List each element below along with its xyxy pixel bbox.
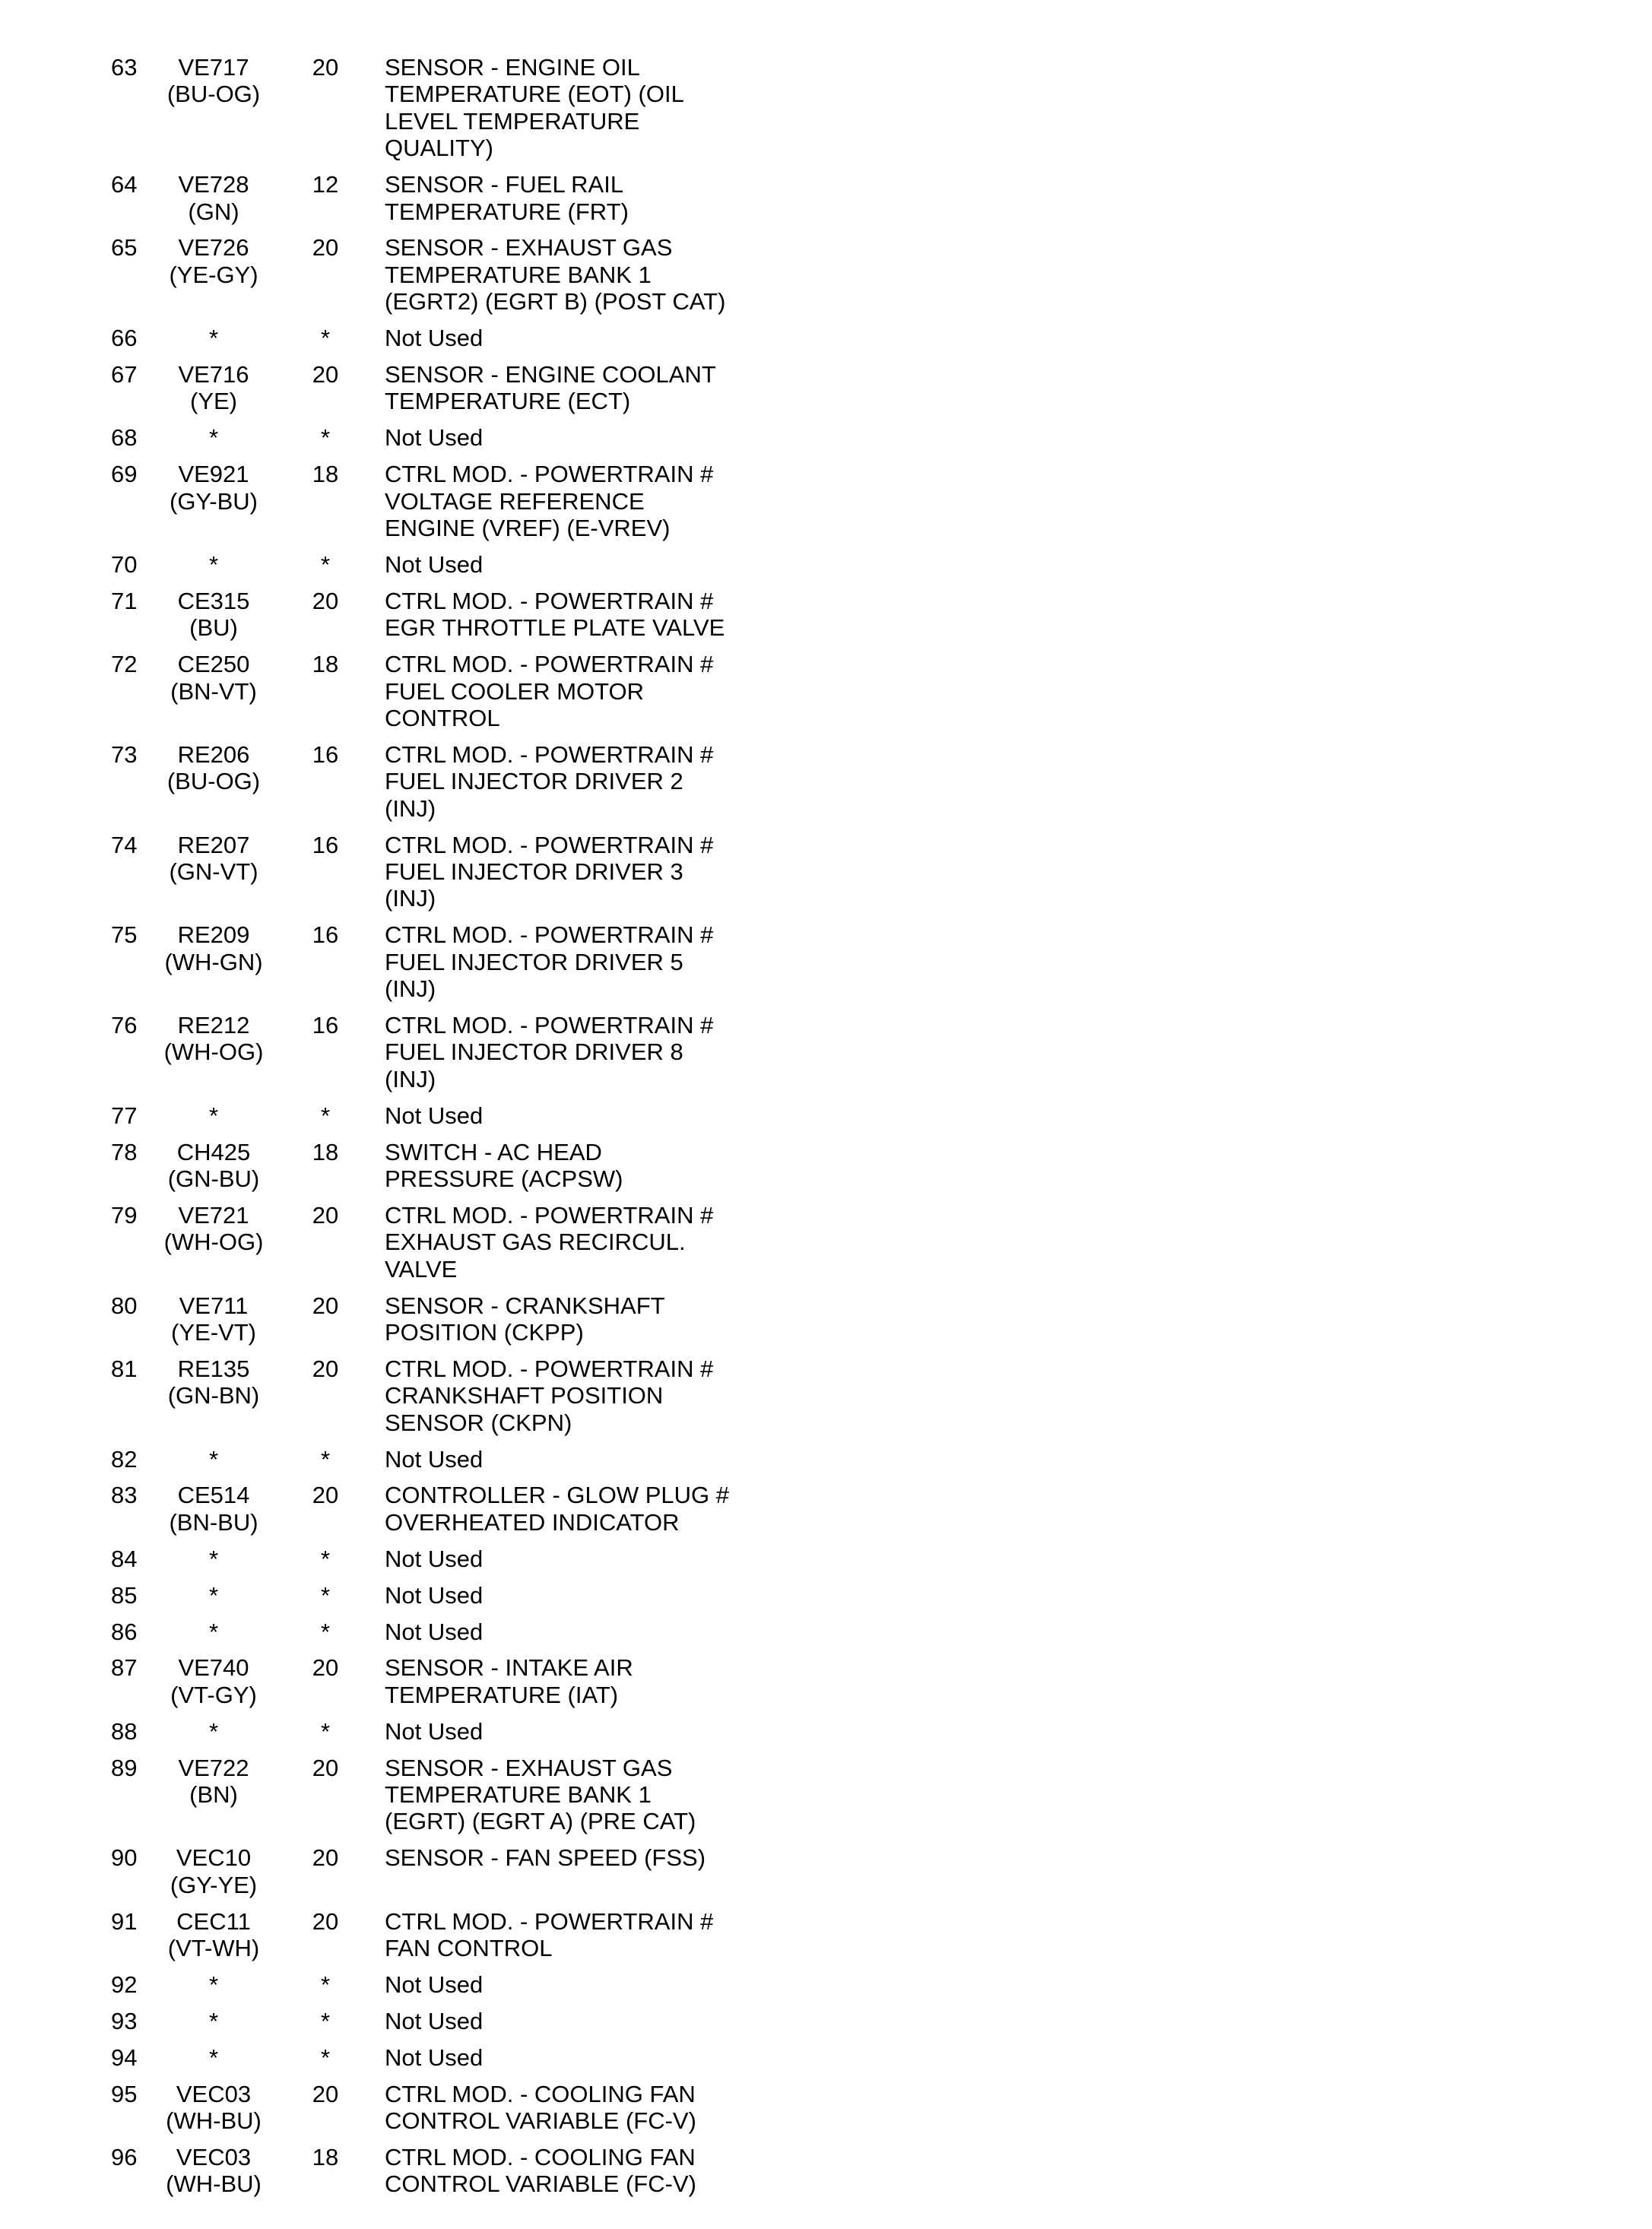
wire-gauge: 20 [312, 361, 339, 388]
pin-number: 65 [111, 234, 138, 262]
function-line: SENSOR - FUEL RAIL [385, 171, 624, 198]
circuit-cell [149, 1582, 278, 1609]
pin-number: 94 [111, 2044, 138, 2071]
circuit-cell [149, 651, 278, 705]
circuit-function [385, 741, 810, 822]
circuit-cell [149, 832, 278, 886]
wire-color: (BU-OG) [166, 768, 261, 795]
circuit-id: * [208, 424, 219, 452]
wire-color: (YE) [190, 388, 237, 415]
function-line: CTRL MOD. - POWERTRAIN # [385, 1355, 714, 1382]
table-row [0, 2044, 912, 2071]
wire-gauge: 20 [312, 2080, 339, 2107]
function-line: OVERHEATED INDICATOR [385, 1508, 680, 1536]
function-line: VOLTAGE REFERENCE [385, 487, 645, 515]
table-row [0, 551, 912, 578]
wire-color: (VT-WH) [167, 1935, 260, 1961]
wire-color: (YE-GY) [169, 261, 258, 288]
circuit-id: * [208, 1717, 219, 1745]
wire-gauge: 18 [312, 461, 339, 488]
wire-gauge: 16 [312, 740, 339, 768]
wire-color: (WH-BU) [166, 2170, 262, 2198]
wire-color: (WH-BU) [166, 2107, 262, 2134]
function-line: LEVEL TEMPERATURE [385, 107, 640, 135]
circuit-function [385, 1012, 810, 1092]
circuit-id: * [208, 1545, 219, 1572]
pin-number: 93 [111, 2007, 138, 2034]
circuit-function [385, 424, 810, 451]
circuit-id: VE740 [178, 1654, 249, 1682]
pin-number: 96 [111, 2143, 138, 2170]
wire-color: (YE-VT) [171, 1318, 256, 1346]
circuit-function [385, 2044, 810, 2071]
wire-color: (VT-GY) [170, 1681, 257, 1708]
pin-number: 88 [111, 1717, 138, 1745]
function-line: (INJ) [385, 975, 436, 1002]
function-line: Not Used [385, 2007, 484, 2034]
circuit-id: VEC03 [176, 2080, 252, 2107]
pin-number: 74 [111, 831, 138, 858]
circuit-cell [149, 361, 278, 415]
function-line: CTRL MOD. - POWERTRAIN # [385, 921, 714, 949]
circuit-function [385, 1202, 810, 1283]
circuit-id: * [208, 550, 219, 578]
function-line: VALVE [385, 1255, 458, 1283]
pin-number: 72 [111, 651, 138, 678]
circuit-id: RE212 [177, 1011, 250, 1038]
function-line: TEMPERATURE BANK 1 [385, 261, 652, 288]
circuit-id: CH425 [176, 1138, 251, 1165]
circuit-cell [149, 551, 278, 578]
function-line: SENSOR - INTAKE AIR [385, 1654, 633, 1682]
table-row [0, 1355, 912, 1436]
pin-number: 90 [111, 1844, 138, 1872]
circuit-function [385, 1844, 810, 1871]
circuit-cell [149, 1844, 278, 1898]
circuit-function [385, 1102, 810, 1129]
wire-gauge: 16 [312, 921, 339, 949]
circuit-id: * [208, 325, 219, 352]
function-line: CONTROL VARIABLE (FC-V) [385, 2170, 696, 2198]
circuit-id: CEC11 [176, 1907, 251, 1935]
wire-gauge: 12 [312, 171, 339, 198]
function-line: SENSOR - CRANKSHAFT [385, 1292, 665, 1319]
wire-gauge: 18 [312, 651, 339, 678]
circuit-id: CE514 [177, 1482, 250, 1509]
table-row [0, 424, 912, 451]
function-line: SENSOR (CKPN) [385, 1409, 572, 1436]
function-line: CTRL MOD. - COOLING FAN [385, 2143, 696, 2170]
table-row [0, 1718, 912, 1745]
wire-gauge: 20 [312, 1754, 339, 1781]
table-row [0, 1971, 912, 1998]
pin-number: 81 [111, 1355, 138, 1382]
function-line: CTRL MOD. - POWERTRAIN # [385, 740, 714, 768]
pin-number: 66 [111, 325, 138, 352]
circuit-id: RE207 [177, 831, 250, 858]
wire-color: (WH-GN) [164, 948, 263, 975]
circuit-function [385, 588, 810, 642]
circuit-id: * [208, 2044, 219, 2071]
function-line: SENSOR - EXHAUST GAS [385, 234, 673, 262]
circuit-cell [149, 1971, 278, 1998]
wire-gauge: * [320, 1545, 331, 1572]
circuit-function [385, 2008, 810, 2034]
wire-color: (GN-BN) [167, 1382, 260, 1409]
function-line: Not Used [385, 1717, 484, 1745]
function-line: Not Used [385, 1102, 484, 1129]
table-row [0, 1102, 912, 1129]
circuit-id: VE721 [178, 1201, 249, 1229]
circuit-id: * [208, 1445, 219, 1473]
circuit-id: VE921 [178, 461, 249, 488]
circuit-id: RE135 [177, 1355, 250, 1382]
function-line: CTRL MOD. - POWERTRAIN # [385, 651, 714, 678]
wire-gauge: * [320, 325, 331, 352]
function-line: SENSOR - FAN SPEED (FSS) [385, 1844, 706, 1872]
function-line: FUEL INJECTOR DRIVER 2 [385, 768, 683, 795]
circuit-cell [149, 2144, 278, 2198]
wire-gauge: 20 [312, 1482, 339, 1509]
wire-gauge: 18 [312, 2143, 339, 2170]
function-line: SENSOR - ENGINE COOLANT [385, 361, 716, 388]
table-row [0, 1012, 912, 1092]
function-line: TEMPERATURE BANK 1 [385, 1781, 652, 1808]
function-line: (EGRT2) (EGRT B) (POST CAT) [385, 288, 726, 315]
circuit-function [385, 551, 810, 578]
function-line: CTRL MOD. - POWERTRAIN # [385, 831, 714, 858]
circuit-id: * [208, 1102, 219, 1129]
circuit-id: VEC03 [176, 2143, 252, 2170]
pin-number: 73 [111, 740, 138, 768]
circuit-cell [149, 1619, 278, 1645]
table-row [0, 2081, 912, 2135]
circuit-function [385, 1546, 810, 1572]
pin-number: 64 [111, 171, 138, 198]
function-line: (INJ) [385, 885, 436, 912]
circuit-cell [149, 921, 278, 975]
circuit-id: * [208, 2007, 219, 2034]
pin-number: 87 [111, 1654, 138, 1682]
function-line: Not Used [385, 1971, 484, 1998]
wire-gauge: 20 [312, 1201, 339, 1229]
circuit-function [385, 234, 810, 315]
circuit-cell [149, 1908, 278, 1962]
wire-gauge: 20 [312, 1292, 339, 1319]
wire-gauge: * [320, 1581, 331, 1609]
circuit-cell [149, 1102, 278, 1129]
function-line: TEMPERATURE (EOT) (OIL [385, 81, 684, 108]
pin-number: 86 [111, 1618, 138, 1645]
wire-gauge: * [320, 1102, 331, 1129]
circuit-function [385, 1654, 810, 1708]
wire-gauge: 20 [312, 1907, 339, 1935]
wire-color: (GN) [188, 198, 239, 225]
wire-color: (BU-OG) [166, 81, 261, 108]
function-line: CRANKSHAFT POSITION [385, 1382, 664, 1409]
function-line: PRESSURE (ACPSW) [385, 1165, 623, 1192]
circuit-function [385, 832, 810, 912]
wire-gauge: 20 [312, 1355, 339, 1382]
table-row [0, 1292, 912, 1346]
table-row [0, 921, 912, 1002]
circuit-function [385, 1355, 810, 1436]
table-row [0, 1139, 912, 1193]
table-row [0, 1446, 912, 1473]
function-line: FUEL COOLER MOTOR [385, 677, 645, 705]
wire-gauge: 20 [312, 234, 339, 262]
circuit-id: RE209 [177, 921, 250, 949]
pin-number: 78 [111, 1138, 138, 1165]
pin-number: 67 [111, 361, 138, 388]
wire-color: (BN-VT) [170, 677, 257, 705]
wire-gauge: * [320, 550, 331, 578]
circuit-cell [149, 1654, 278, 1708]
table-row [0, 1844, 912, 1898]
circuit-cell [149, 54, 278, 108]
wire-color: (WH-OG) [163, 1229, 264, 1256]
function-line: CONTROL VARIABLE (FC-V) [385, 2107, 696, 2134]
circuit-id: * [208, 1618, 219, 1645]
table-row [0, 1619, 912, 1645]
circuit-cell [149, 1755, 278, 1809]
function-line: CTRL MOD. - COOLING FAN [385, 2080, 696, 2107]
wire-gauge: 20 [312, 1844, 339, 1872]
circuit-id: VE726 [178, 234, 249, 262]
circuit-cell [149, 1202, 278, 1256]
wire-gauge: * [320, 1971, 331, 1998]
circuit-cell [149, 1546, 278, 1572]
circuit-cell [149, 461, 278, 515]
wire-color: (BN-BU) [169, 1508, 258, 1536]
function-line: TEMPERATURE (FRT) [385, 198, 629, 225]
function-line: FUEL INJECTOR DRIVER 3 [385, 858, 683, 885]
function-line: EGR THROTTLE PLATE VALVE [385, 614, 725, 642]
circuit-function [385, 54, 810, 162]
function-line: TEMPERATURE (IAT) [385, 1681, 619, 1708]
function-line: CTRL MOD. - POWERTRAIN # [385, 1907, 714, 1935]
function-line: (EGRT) (EGRT A) (PRE CAT) [385, 1808, 696, 1835]
circuit-cell [149, 1012, 278, 1066]
wire-gauge: 16 [312, 831, 339, 858]
function-line: Not Used [385, 424, 484, 452]
function-line: CTRL MOD. - POWERTRAIN # [385, 1201, 714, 1229]
circuit-cell [149, 741, 278, 795]
wire-gauge: * [320, 2007, 331, 2034]
function-line: QUALITY) [385, 135, 493, 162]
function-line: SWITCH - AC HEAD [385, 1138, 602, 1165]
table-row [0, 1654, 912, 1708]
wire-color: (BU) [189, 614, 238, 642]
wire-color: (GY-BU) [170, 487, 258, 515]
circuit-function [385, 1619, 810, 1645]
table-row [0, 1582, 912, 1609]
circuit-cell [149, 1718, 278, 1745]
function-line: Not Used [385, 1581, 484, 1609]
circuit-cell [149, 588, 278, 642]
function-line: CONTROL [385, 704, 500, 731]
function-line: SENSOR - ENGINE OIL [385, 54, 640, 81]
circuit-id: VE722 [178, 1754, 249, 1781]
circuit-id: VEC10 [176, 1844, 252, 1872]
pin-number: 69 [111, 461, 138, 488]
circuit-id: VE711 [179, 1292, 249, 1319]
circuit-function [385, 1482, 810, 1536]
wire-color: (WH-OG) [163, 1038, 264, 1066]
circuit-cell [149, 2081, 278, 2135]
function-line: Not Used [385, 2044, 484, 2071]
table-row [0, 832, 912, 912]
circuit-id: VE728 [178, 171, 249, 198]
table-row [0, 234, 912, 315]
circuit-id: VE716 [178, 361, 249, 388]
circuit-function [385, 1971, 810, 1998]
function-line: EXHAUST GAS RECIRCUL. [385, 1229, 686, 1256]
table-row [0, 1755, 912, 1835]
function-line: ENGINE (VREF) (E-VREV) [385, 515, 671, 541]
table-row [0, 325, 912, 351]
function-line: TEMPERATURE (ECT) [385, 388, 631, 415]
circuit-id: * [208, 1971, 219, 1998]
circuit-cell [149, 1355, 278, 1409]
pin-number: 92 [111, 1971, 138, 1998]
pin-number: 63 [111, 54, 138, 81]
pin-number: 80 [111, 1292, 138, 1319]
function-line: CTRL MOD. - POWERTRAIN # [385, 587, 714, 614]
circuit-cell [149, 424, 278, 451]
circuit-cell [149, 1482, 278, 1536]
pin-number: 75 [111, 921, 138, 949]
function-line: Not Used [385, 1618, 484, 1645]
wire-gauge: * [320, 1445, 331, 1473]
function-line: Not Used [385, 550, 484, 578]
circuit-cell [149, 234, 278, 288]
circuit-cell [149, 1139, 278, 1193]
function-line: Not Used [385, 325, 484, 352]
wire-color: (GY-YE) [170, 1871, 258, 1898]
pin-number: 77 [111, 1102, 138, 1129]
wire-color: (BN) [189, 1781, 238, 1808]
circuit-function [385, 1755, 810, 1835]
circuit-cell [149, 325, 278, 351]
table-row [0, 1482, 912, 1536]
function-line: Not Used [385, 1445, 484, 1473]
table-row [0, 1202, 912, 1283]
table-row [0, 2008, 912, 2034]
pin-number: 95 [111, 2080, 138, 2107]
pin-number: 91 [111, 1907, 138, 1935]
circuit-function [385, 1718, 810, 1745]
function-line: (INJ) [385, 794, 436, 822]
circuit-id: CE250 [177, 651, 250, 678]
circuit-function [385, 921, 810, 1002]
wire-gauge: 18 [312, 1138, 339, 1165]
table-row [0, 2144, 912, 2198]
circuit-id: RE206 [177, 740, 250, 768]
circuit-function [385, 1292, 810, 1346]
function-line: CONTROLLER - GLOW PLUG # [385, 1482, 730, 1509]
table-row [0, 741, 912, 822]
pin-number: 76 [111, 1011, 138, 1038]
circuit-function [385, 1139, 810, 1193]
wire-gauge: 20 [312, 54, 339, 81]
function-line: Not Used [385, 1545, 484, 1572]
wire-gauge: 20 [312, 587, 339, 614]
circuit-function [385, 2081, 810, 2135]
function-line: FUEL INJECTOR DRIVER 5 [385, 948, 683, 975]
circuit-function [385, 651, 810, 731]
pin-number: 71 [111, 587, 138, 614]
table-row [0, 171, 912, 225]
circuit-function [385, 2144, 810, 2198]
pin-number: 79 [111, 1201, 138, 1229]
circuit-cell [149, 1292, 278, 1346]
circuit-id: CE315 [177, 587, 250, 614]
circuit-function [385, 461, 810, 541]
table-row [0, 54, 912, 162]
table-row [0, 1908, 912, 1962]
function-line: FUEL INJECTOR DRIVER 8 [385, 1038, 683, 1066]
table-row [0, 361, 912, 415]
table-row [0, 461, 912, 541]
wire-gauge: * [320, 2044, 331, 2071]
pin-number: 82 [111, 1445, 138, 1473]
function-line: FAN CONTROL [385, 1935, 553, 1961]
function-line: CTRL MOD. - POWERTRAIN # [385, 461, 714, 488]
circuit-function [385, 361, 810, 415]
circuit-cell [149, 2008, 278, 2034]
circuit-cell [149, 171, 278, 225]
wire-color: (GN-BU) [167, 1165, 260, 1192]
table-row [0, 1546, 912, 1572]
circuit-function [385, 325, 810, 351]
circuit-id: VE717 [178, 54, 249, 81]
wire-gauge: * [320, 1717, 331, 1745]
circuit-function [385, 171, 810, 225]
pin-number: 70 [111, 550, 138, 578]
circuit-id: * [208, 1581, 219, 1609]
function-line: CTRL MOD. - POWERTRAIN # [385, 1011, 714, 1038]
circuit-cell [149, 1446, 278, 1473]
pin-number: 83 [111, 1482, 138, 1509]
pin-number: 85 [111, 1581, 138, 1609]
circuit-cell [149, 2044, 278, 2071]
pin-number: 89 [111, 1754, 138, 1781]
pin-number: 68 [111, 424, 138, 452]
circuit-function [385, 1908, 810, 1962]
function-line: SENSOR - EXHAUST GAS [385, 1754, 673, 1781]
circuit-function [385, 1582, 810, 1609]
function-line: (INJ) [385, 1065, 436, 1092]
function-line: POSITION (CKPP) [385, 1318, 584, 1346]
pin-number: 84 [111, 1545, 138, 1572]
wire-gauge: 16 [312, 1011, 339, 1038]
table-row [0, 651, 912, 731]
wire-gauge: * [320, 424, 331, 452]
circuit-function [385, 1446, 810, 1473]
wire-gauge: 20 [312, 1654, 339, 1682]
table-row [0, 588, 912, 642]
wire-gauge: * [320, 1618, 331, 1645]
wire-color: (GN-VT) [169, 858, 258, 885]
